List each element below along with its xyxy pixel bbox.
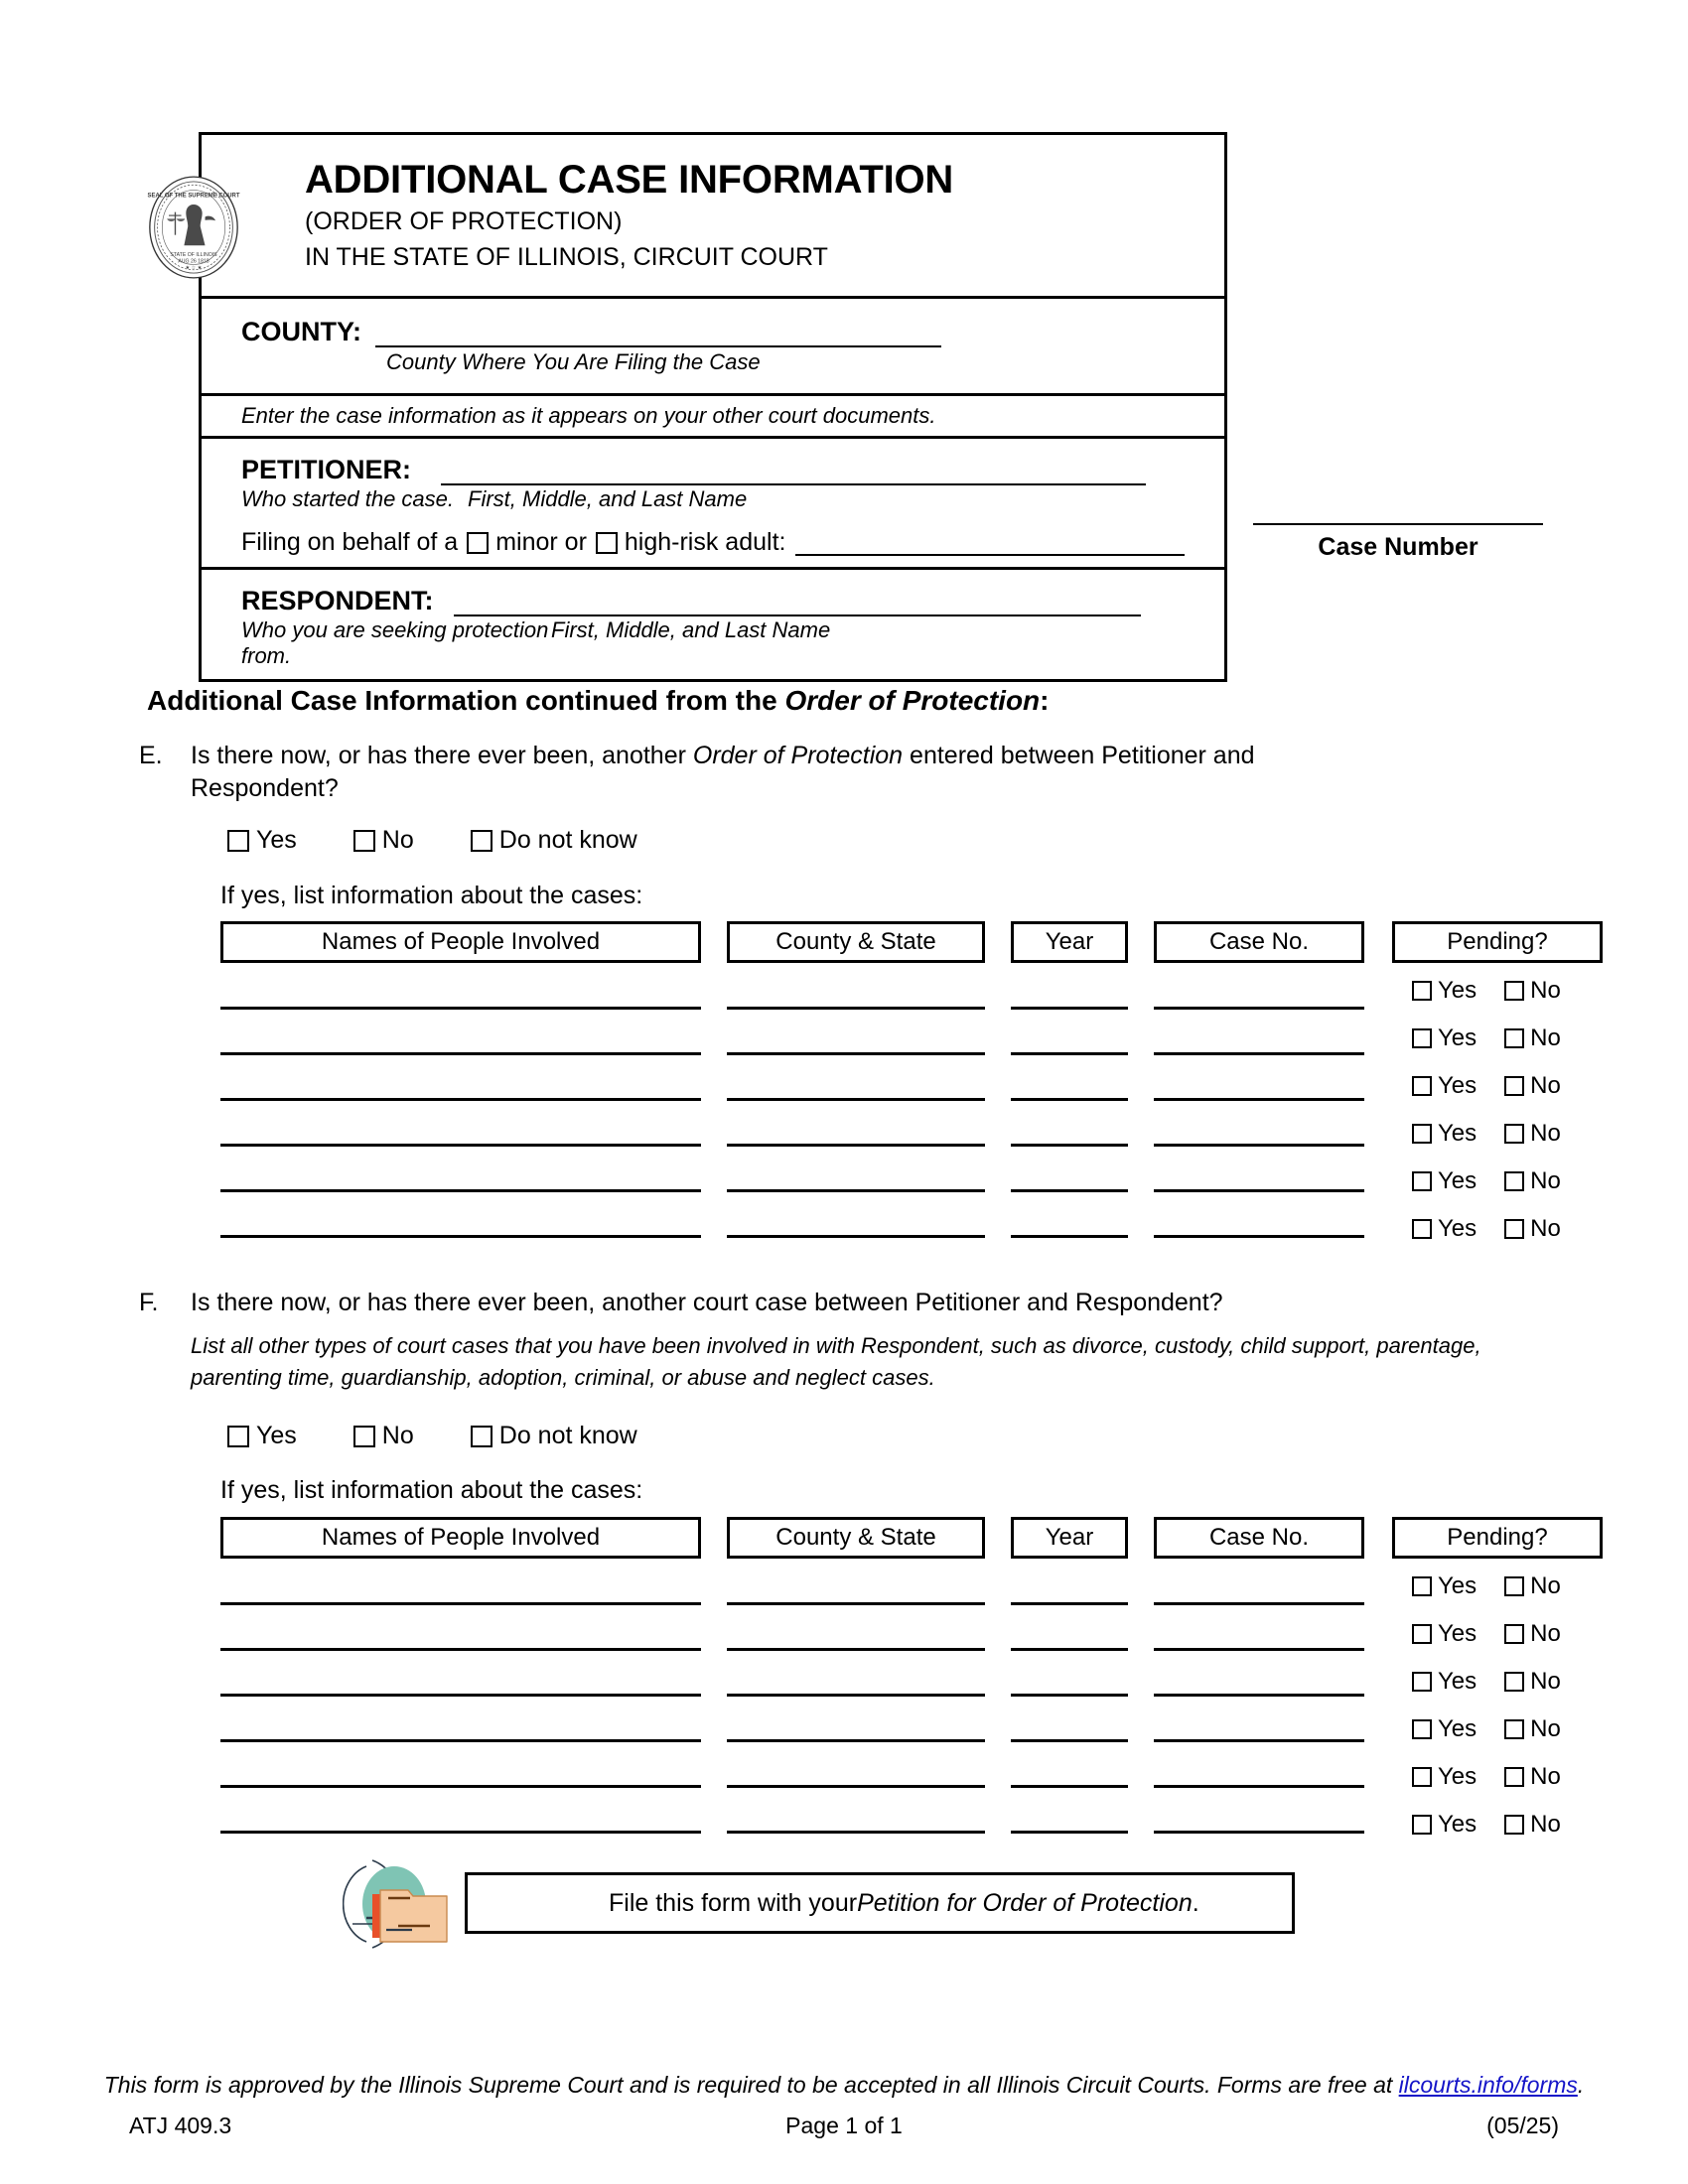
table-e-cell-year[interactable] xyxy=(1011,1098,1128,1101)
table-f-pending-no[interactable] xyxy=(1498,1668,1561,1696)
question-e-text xyxy=(191,740,1370,805)
table-f-pending-yes[interactable] xyxy=(1406,1668,1477,1696)
table-e-cell-county[interactable] xyxy=(727,1144,985,1147)
table-e-cell-caseno[interactable] xyxy=(1154,1052,1364,1055)
question-f-letter: F. xyxy=(139,1289,159,1316)
behalf-prefix-label: Filing on behalf of a xyxy=(241,528,459,556)
table-e-pending-row xyxy=(1406,1072,1561,1100)
table-f-pending-row xyxy=(1406,1811,1561,1839)
svg-text:SEAL OF THE SUPREME COURT: SEAL OF THE SUPREME COURT xyxy=(147,193,240,200)
question-e-text-part1: Is there now, or has there ever been, another xyxy=(191,742,693,769)
question-e-letter: E. xyxy=(139,742,163,769)
question-e-no-label: No xyxy=(381,826,414,854)
question-e-donotknow-checkbox[interactable] xyxy=(471,830,492,852)
table-f-pending-no[interactable] xyxy=(1498,1811,1561,1839)
question-e-no-checkbox[interactable] xyxy=(353,830,375,852)
ilcourts-forms-link[interactable]: ilcourts.info/forms xyxy=(1398,2072,1578,2098)
behalf-name-input[interactable] xyxy=(795,530,1185,556)
table-e-cell-year[interactable] xyxy=(1011,1007,1128,1010)
petitioner-hint-left: Who started the case. xyxy=(241,486,454,511)
table-e-cell-county[interactable] xyxy=(727,1189,985,1192)
table-e-cell-names[interactable] xyxy=(220,1235,701,1238)
table-e-pending-no-checkbox[interactable] xyxy=(1504,1028,1524,1048)
table-e-pending-no-checkbox[interactable] xyxy=(1504,981,1524,1001)
table-f-pending-yes-checkbox[interactable] xyxy=(1412,1719,1432,1739)
footer-form-code: ATJ 409.3 xyxy=(129,2113,232,2138)
question-f-no-checkbox[interactable] xyxy=(353,1426,375,1447)
table-f-col-caseno-label: Case No. xyxy=(1208,1524,1310,1551)
table-f-pending-yes[interactable] xyxy=(1406,1763,1477,1791)
county-field-row xyxy=(202,299,1224,396)
table-e-pending-yes-checkbox[interactable] xyxy=(1412,1219,1432,1239)
table-f-col-names-label: Names of People Involved xyxy=(321,1524,601,1551)
table-f-cell-county[interactable] xyxy=(727,1648,985,1651)
petitioner-name-input[interactable] xyxy=(441,456,1146,485)
table-f-pending-no-label: No xyxy=(1530,1668,1561,1695)
table-e-pending-yes-label: Yes xyxy=(1438,1120,1477,1147)
table-f-col-year-label: Year xyxy=(1045,1524,1094,1551)
table-f-cell-county[interactable] xyxy=(727,1785,985,1788)
question-f-note-line2: parenting time, guardianship, adoption, criminal, or abuse and neglect cases. xyxy=(191,1364,935,1390)
table-f-col-county xyxy=(727,1517,985,1559)
table-f-pending-no-label: No xyxy=(1530,1620,1561,1647)
high-risk-adult-label: high-risk adult: xyxy=(624,528,786,556)
svg-text:AUG 26 1818: AUG 26 1818 xyxy=(178,258,210,265)
case-number-block xyxy=(1253,523,1543,562)
table-f-col-caseno xyxy=(1154,1517,1364,1559)
table-f-cell-year[interactable] xyxy=(1011,1831,1128,1834)
question-f-if-yes-label: If yes, list information about the cases: xyxy=(220,1476,643,1504)
question-f xyxy=(139,1287,1430,1319)
question-f-option-no[interactable] xyxy=(347,1422,414,1450)
table-f-pending-yes-checkbox[interactable] xyxy=(1412,1576,1432,1596)
page-title: ADDITIONAL CASE INFORMATION xyxy=(305,158,954,202)
table-e-pending-no[interactable] xyxy=(1498,977,1561,1005)
table-f-cell-caseno[interactable] xyxy=(1154,1785,1364,1788)
table-e-pending-no-label: No xyxy=(1530,1072,1561,1099)
table-e-pending-no-checkbox[interactable] xyxy=(1504,1124,1524,1144)
table-f-cell-caseno[interactable] xyxy=(1154,1694,1364,1697)
question-f-no-label: No xyxy=(381,1422,414,1449)
table-f-pending-yes-checkbox[interactable] xyxy=(1412,1815,1432,1835)
question-e-option-yes[interactable] xyxy=(220,826,297,855)
question-f-donotknow-label: Do not know xyxy=(498,1422,637,1449)
table-f-pending-no-checkbox[interactable] xyxy=(1504,1576,1524,1596)
footer-note-part2: . xyxy=(1577,2072,1585,2098)
respondent-hint-left: Who you are seeking protection from. xyxy=(241,617,549,668)
table-e-pending-yes-checkbox[interactable] xyxy=(1412,981,1432,1001)
minor-checkbox[interactable] xyxy=(467,532,489,554)
table-e-pending-yes[interactable] xyxy=(1406,1215,1477,1243)
county-label: COUNTY: xyxy=(241,317,361,346)
table-e-pending-no-label: No xyxy=(1530,977,1561,1004)
table-f-cell-caseno[interactable] xyxy=(1154,1602,1364,1605)
footer-page-number: Page 1 of 1 xyxy=(785,2113,903,2138)
table-e-pending-no-checkbox[interactable] xyxy=(1504,1171,1524,1191)
section-heading-end: : xyxy=(1040,685,1050,716)
question-f-text: Is there now, or has there ever been, another court case between Petitioner and Respondent? xyxy=(191,1289,1223,1316)
table-e-pending-yes-label: Yes xyxy=(1438,1215,1477,1242)
question-e-if-yes-label: If yes, list information about the cases: xyxy=(220,882,643,909)
table-e-pending-no[interactable] xyxy=(1498,1024,1561,1052)
table-f-pending-row xyxy=(1406,1572,1561,1600)
question-e-yes-label: Yes xyxy=(256,826,297,854)
table-e-pending-yes[interactable] xyxy=(1406,1120,1477,1148)
illinois-supreme-court-seal-icon xyxy=(146,173,241,282)
table-f-pending-yes[interactable] xyxy=(1406,1620,1477,1648)
petitioner-hint-right: First, Middle, and Last Name xyxy=(468,486,748,511)
table-e-pending-yes-label: Yes xyxy=(1438,1167,1477,1194)
table-e-cell-caseno[interactable] xyxy=(1154,1144,1364,1147)
question-f-donotknow-checkbox[interactable] xyxy=(471,1426,492,1447)
table-e-pending-no-label: No xyxy=(1530,1024,1561,1051)
table-f-pending-yes-label: Yes xyxy=(1438,1572,1477,1599)
table-f-cell-names[interactable] xyxy=(220,1648,701,1651)
table-f-pending-yes-checkbox[interactable] xyxy=(1412,1672,1432,1692)
table-f-cell-county[interactable] xyxy=(727,1831,985,1834)
table-e-cell-names[interactable] xyxy=(220,1052,701,1055)
footer-meta-row xyxy=(129,2113,1559,2139)
table-e-pending-no-label: No xyxy=(1530,1120,1561,1147)
file-instruction-part2: . xyxy=(1192,1888,1199,1917)
table-f-cell-caseno[interactable] xyxy=(1154,1739,1364,1742)
question-e-yes-checkbox[interactable] xyxy=(227,830,249,852)
table-e-col-year xyxy=(1011,921,1128,963)
table-e-pending-no-label: No xyxy=(1530,1215,1561,1242)
table-f-pending-no[interactable] xyxy=(1498,1763,1561,1791)
question-f-option-donotknow[interactable] xyxy=(464,1422,637,1450)
table-e-col-pending xyxy=(1392,921,1603,963)
court-jurisdiction-line: IN THE STATE OF ILLINOIS, CIRCUIT COURT xyxy=(305,243,828,272)
table-f-cell-names[interactable] xyxy=(220,1694,701,1697)
table-e-pending-row xyxy=(1406,1215,1561,1243)
table-e-col-caseno xyxy=(1154,921,1364,963)
table-e-cell-names[interactable] xyxy=(220,1007,701,1010)
svg-text:★ ☆ ★: ★ ☆ ★ xyxy=(185,265,203,272)
question-f-note-line1: List all other types of court cases that you have been involved in with Respondent, such as divorce, custody, child support, parentage, xyxy=(191,1333,1481,1358)
table-f-cell-year[interactable] xyxy=(1011,1602,1128,1605)
table-f-cell-year[interactable] xyxy=(1011,1694,1128,1697)
table-e-cell-caseno[interactable] xyxy=(1154,1007,1364,1010)
table-e-pending-yes-checkbox[interactable] xyxy=(1412,1076,1432,1096)
table-f-pending-row xyxy=(1406,1668,1561,1696)
case-number-input[interactable] xyxy=(1253,523,1543,525)
respondent-field-row xyxy=(202,570,1224,679)
table-e-pending-no[interactable] xyxy=(1498,1167,1561,1195)
table-f-pending-no-checkbox[interactable] xyxy=(1504,1719,1524,1739)
table-e-cell-county[interactable] xyxy=(727,1052,985,1055)
table-e-pending-no[interactable] xyxy=(1498,1072,1561,1100)
file-instruction-part1: File this form with your xyxy=(609,1888,858,1917)
high-risk-adult-checkbox[interactable] xyxy=(596,532,618,554)
case-caption-box xyxy=(147,132,1227,682)
table-f-cell-caseno[interactable] xyxy=(1154,1648,1364,1651)
table-e-pending-yes-label: Yes xyxy=(1438,977,1477,1004)
section-heading xyxy=(147,685,1050,717)
respondent-label: RESPONDENT: xyxy=(241,586,434,615)
table-f-cell-county[interactable] xyxy=(727,1739,985,1742)
table-e-cell-caseno[interactable] xyxy=(1154,1235,1364,1238)
table-f-pending-yes-label: Yes xyxy=(1438,1620,1477,1647)
table-e-col-county-label: County & State xyxy=(775,928,936,955)
table-f-cell-names[interactable] xyxy=(220,1831,701,1834)
question-f-yes-checkbox[interactable] xyxy=(227,1426,249,1447)
table-f-pending-no-checkbox[interactable] xyxy=(1504,1672,1524,1692)
table-f-pending-no[interactable] xyxy=(1498,1572,1561,1600)
table-f-pending-no-label: No xyxy=(1530,1715,1561,1742)
table-f-pending-yes-label: Yes xyxy=(1438,1763,1477,1790)
petitioner-field-row xyxy=(202,439,1224,570)
table-e-cell-names[interactable] xyxy=(220,1189,701,1192)
table-f-cell-year[interactable] xyxy=(1011,1739,1128,1742)
table-f-cell-year[interactable] xyxy=(1011,1648,1128,1651)
table-e-pending-yes[interactable] xyxy=(1406,1167,1477,1195)
table-e-pending-yes-checkbox[interactable] xyxy=(1412,1124,1432,1144)
table-f-cell-county[interactable] xyxy=(727,1694,985,1697)
county-hint: County Where You Are Filing the Case xyxy=(386,349,761,374)
respondent-name-input[interactable] xyxy=(454,587,1141,616)
table-e-pending-yes[interactable] xyxy=(1406,977,1477,1005)
file-instruction-banner xyxy=(465,1872,1295,1934)
form-subtitle: (ORDER OF PROTECTION) xyxy=(305,207,623,235)
table-f-pending-no[interactable] xyxy=(1498,1715,1561,1743)
file-instruction-italic: Petition for Order of Protection xyxy=(857,1888,1193,1917)
table-e-pending-no[interactable] xyxy=(1498,1215,1561,1243)
respondent-hint-right: First, Middle, and Last Name xyxy=(551,617,831,642)
question-e-donotknow-label: Do not know xyxy=(498,826,637,854)
table-f-pending-row xyxy=(1406,1620,1561,1648)
table-f-pending-no-checkbox[interactable] xyxy=(1504,1767,1524,1787)
file-folder-icon xyxy=(343,1848,454,1960)
table-e-pending-row xyxy=(1406,1024,1561,1052)
table-e-cell-year[interactable] xyxy=(1011,1144,1128,1147)
footer-approval-note xyxy=(0,2072,1688,2099)
table-f-col-pending xyxy=(1392,1517,1603,1559)
table-e-col-pending-label: Pending? xyxy=(1447,928,1548,955)
table-f-cell-year[interactable] xyxy=(1011,1785,1128,1788)
table-e-cell-names[interactable] xyxy=(220,1098,701,1101)
table-f-cell-names[interactable] xyxy=(220,1602,701,1605)
table-f-col-pending-label: Pending? xyxy=(1447,1524,1548,1551)
table-e-pending-no-checkbox[interactable] xyxy=(1504,1219,1524,1239)
table-e-cell-caseno[interactable] xyxy=(1154,1098,1364,1101)
table-e-col-names xyxy=(220,921,701,963)
table-e-pending-yes-label: Yes xyxy=(1438,1072,1477,1099)
table-e-pending-yes-label: Yes xyxy=(1438,1024,1477,1051)
table-f-col-year xyxy=(1011,1517,1128,1559)
question-e xyxy=(139,740,1370,805)
table-f-pending-no-label: No xyxy=(1530,1572,1561,1599)
table-f-pending-row xyxy=(1406,1715,1561,1743)
question-e-text-italic: Order of Protection xyxy=(692,742,904,769)
table-f-pending-yes-label: Yes xyxy=(1438,1715,1477,1742)
table-f-cell-names[interactable] xyxy=(220,1785,701,1788)
table-e-pending-no[interactable] xyxy=(1498,1120,1561,1148)
table-e-pending-yes-checkbox[interactable] xyxy=(1412,1028,1432,1048)
table-e-cell-year[interactable] xyxy=(1011,1235,1128,1238)
county-input[interactable] xyxy=(375,318,941,347)
table-f-pending-yes-checkbox[interactable] xyxy=(1412,1624,1432,1644)
table-e-cell-year[interactable] xyxy=(1011,1052,1128,1055)
filing-on-behalf-row xyxy=(241,528,1224,557)
table-f-pending-no-label: No xyxy=(1530,1811,1561,1838)
table-f-pending-yes[interactable] xyxy=(1406,1572,1477,1600)
table-f-cell-county[interactable] xyxy=(727,1602,985,1605)
question-f-option-yes[interactable] xyxy=(220,1422,297,1450)
table-f-pending-yes-checkbox[interactable] xyxy=(1412,1767,1432,1787)
table-e-cell-names[interactable] xyxy=(220,1144,701,1147)
svg-text:STATE OF ILLINOIS: STATE OF ILLINOIS xyxy=(170,251,217,258)
enter-case-info-note: Enter the case information as it appears on your other court documents. xyxy=(241,403,936,428)
section-heading-plain: Additional Case Information continued from the xyxy=(147,685,785,716)
table-e-pending-no-checkbox[interactable] xyxy=(1504,1076,1524,1096)
case-number-label: Case Number xyxy=(1318,533,1478,561)
question-f-note xyxy=(191,1330,1521,1394)
question-e-text-part2: entered between Petitioner and Respondent? xyxy=(191,742,1255,802)
petitioner-label: PETITIONER: xyxy=(241,455,412,484)
table-f-pending-row xyxy=(1406,1763,1561,1791)
table-f-col-county-label: County & State xyxy=(775,1524,936,1551)
table-e-pending-yes-checkbox[interactable] xyxy=(1412,1171,1432,1191)
table-f-pending-yes[interactable] xyxy=(1406,1715,1477,1743)
table-e-col-names-label: Names of People Involved xyxy=(321,928,601,955)
table-f-pending-no-label: No xyxy=(1530,1763,1561,1790)
table-f-pending-yes[interactable] xyxy=(1406,1811,1477,1839)
table-f-cell-names[interactable] xyxy=(220,1739,701,1742)
table-e-pending-no-label: No xyxy=(1530,1167,1561,1194)
table-e-col-county xyxy=(727,921,985,963)
table-f-pending-no-checkbox[interactable] xyxy=(1504,1815,1524,1835)
form-header xyxy=(147,135,1224,299)
table-e-pending-yes[interactable] xyxy=(1406,1072,1477,1100)
table-e-cell-county[interactable] xyxy=(727,1235,985,1238)
table-f-pending-yes-label: Yes xyxy=(1438,1811,1477,1838)
minor-label: minor or xyxy=(495,528,587,556)
question-f-yes-label: Yes xyxy=(256,1422,297,1449)
table-e-col-year-label: Year xyxy=(1045,928,1094,955)
table-e-cell-year[interactable] xyxy=(1011,1189,1128,1192)
section-heading-italic: Order of Protection xyxy=(784,685,1041,716)
table-e-pending-row xyxy=(1406,977,1561,1005)
table-e-pending-row xyxy=(1406,1167,1561,1195)
footer-revision-date: (05/25) xyxy=(1486,2113,1559,2138)
question-f-options xyxy=(220,1422,637,1450)
footer-note-part1: This form is approved by the Illinois Supreme Court and is required to be accepted in all Illinois Circuit Courts. Forms are free at xyxy=(103,2072,1399,2098)
table-e-pending-yes[interactable] xyxy=(1406,1024,1477,1052)
table-e-cell-county[interactable] xyxy=(727,1098,985,1101)
question-e-option-no[interactable] xyxy=(347,826,414,855)
table-f-cell-caseno[interactable] xyxy=(1154,1831,1364,1834)
table-e-col-caseno-label: Case No. xyxy=(1208,928,1310,955)
enter-case-info-note-row xyxy=(202,396,1224,439)
table-e-cell-county[interactable] xyxy=(727,1007,985,1010)
question-e-options xyxy=(220,826,637,855)
table-f-pending-no-checkbox[interactable] xyxy=(1504,1624,1524,1644)
table-f-pending-yes-label: Yes xyxy=(1438,1668,1477,1695)
question-e-option-donotknow[interactable] xyxy=(464,826,637,855)
table-e-cell-caseno[interactable] xyxy=(1154,1189,1364,1192)
table-f-col-names xyxy=(220,1517,701,1559)
table-e-pending-row xyxy=(1406,1120,1561,1148)
table-f-pending-no[interactable] xyxy=(1498,1620,1561,1648)
